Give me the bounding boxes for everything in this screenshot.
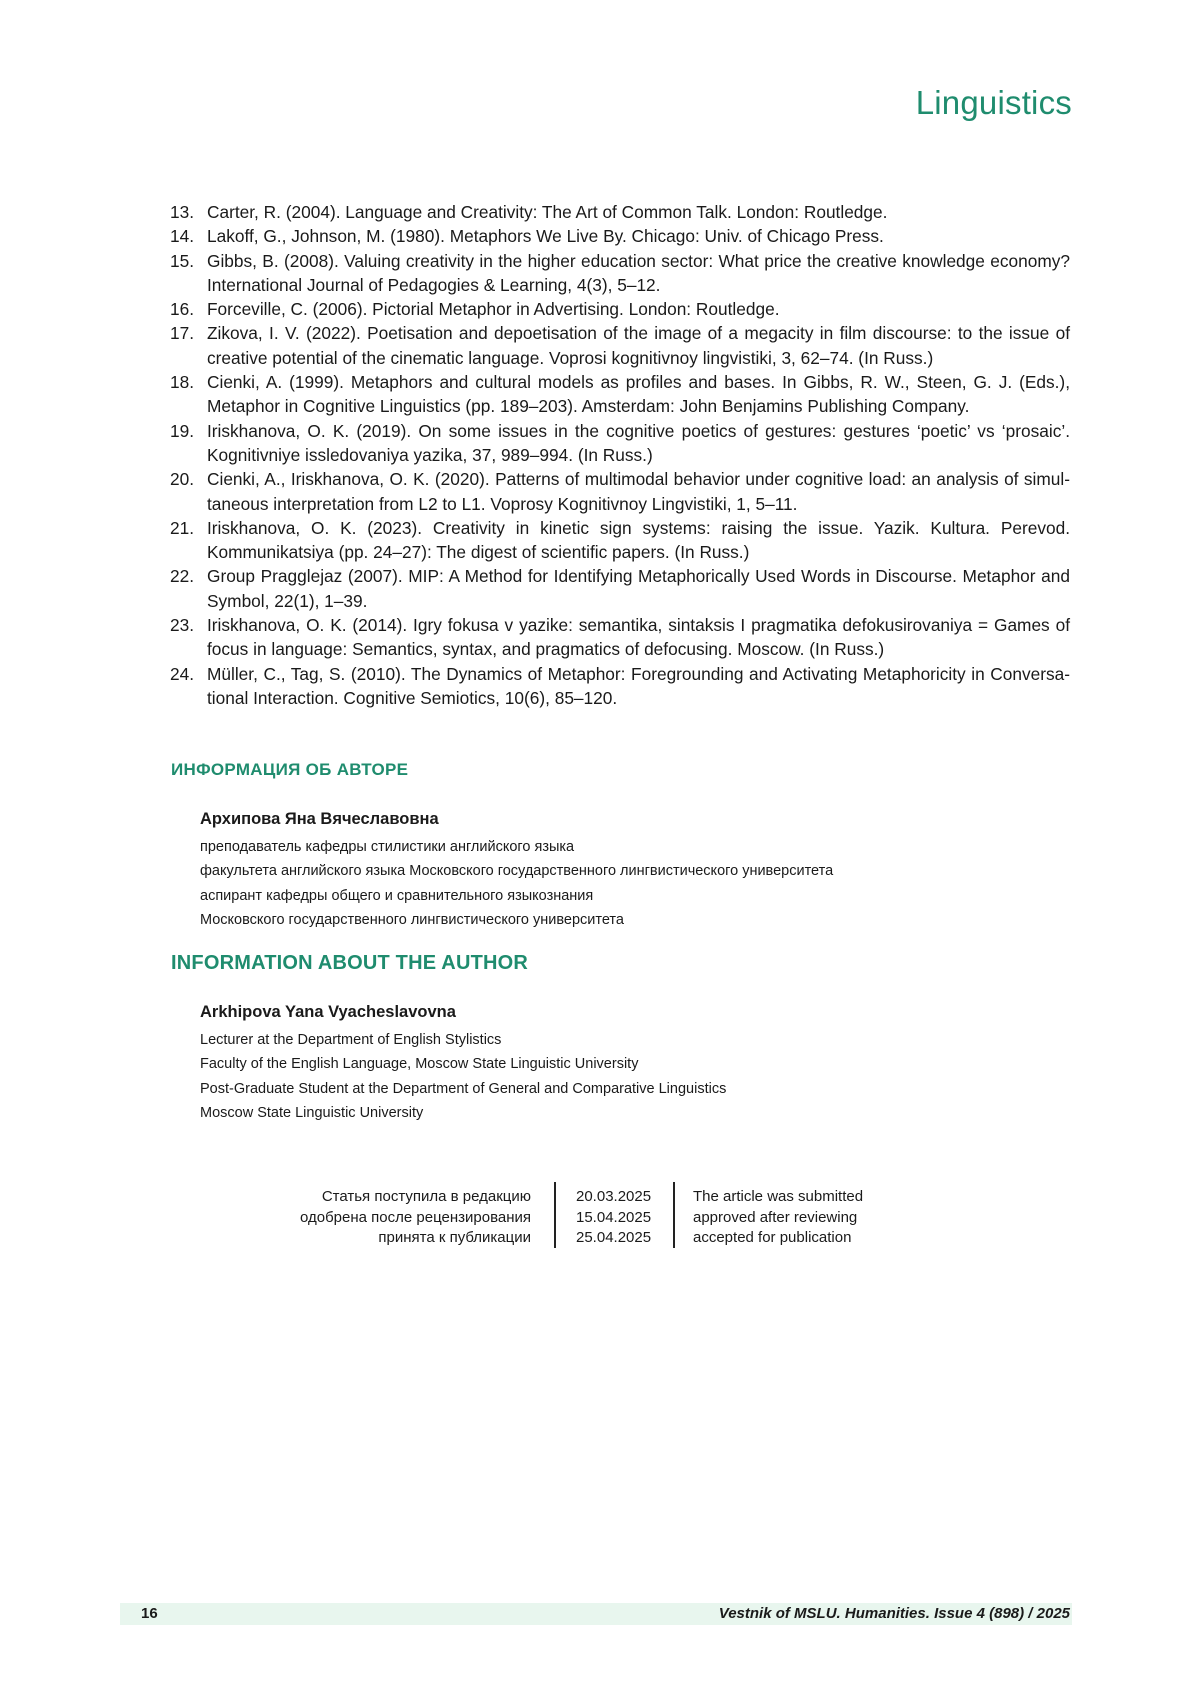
reference-item (170, 200, 1070, 224)
author-line: Moscow State Linguistic University (200, 1101, 726, 1125)
submission-label-en: The article was submitted (693, 1187, 863, 1208)
submission-date: 20.03.2025 (576, 1187, 651, 1208)
submission-labels-ru (300, 1187, 531, 1249)
author-line: факультета английского языка Московского государственного лингвистического университета (200, 859, 833, 883)
reference-text: Lakoff, G., Johnson, M. (1980). Metaphors We Live By. Chicago: Univ. of Chicago Press. (207, 226, 884, 246)
reference-number: 24. (170, 662, 194, 686)
reference-item (170, 321, 1070, 370)
author-line: Московского государственного лингвистического университета (200, 908, 833, 932)
reference-number: 14. (170, 224, 194, 248)
submission-label-en: accepted for publication (693, 1228, 863, 1249)
author-name-en: Arkhipova Yana Vyacheslavovna (200, 1000, 726, 1024)
reference-number: 21. (170, 516, 194, 540)
author-line: преподаватель кафедры стилистики английского языка (200, 835, 833, 859)
reference-item (170, 516, 1070, 565)
reference-item (170, 467, 1070, 516)
reference-text: Iriskhanova, O. K. (2014). Igry fokusa v yazike: semantika, sintaksis I pragmatika defokusirovaniya = Games of focus in language: Semantics, syntax, and pragmatics of defocusing. Moscow. (In Russ.) (207, 615, 1070, 659)
author-info-ru (200, 807, 833, 932)
author-info-en (200, 1000, 726, 1125)
submission-date: 25.04.2025 (576, 1228, 651, 1249)
reference-item (170, 370, 1070, 419)
submission-label-ru: принята к публикации (300, 1228, 531, 1249)
reference-number: 19. (170, 419, 194, 443)
reference-number: 23. (170, 613, 194, 637)
author-line: Faculty of the English Language, Moscow State Linguistic University (200, 1052, 726, 1076)
references-list (170, 200, 1070, 710)
column-divider (554, 1182, 556, 1248)
reference-text: Cienki, A., Iriskhanova, O. K. (2020). Patterns of multimodal behavior under cognitive load: an analysis of simul­taneous interpretation from L2 to L1. Voprosy Kognitivnoy Lingvistiki, 1, 5–11. (207, 469, 1070, 513)
reference-text: Carter, R. (2004). Language and Creativity: The Art of Common Talk. London: Routledge. (207, 202, 887, 222)
reference-number: 18. (170, 370, 194, 394)
reference-number: 20. (170, 467, 194, 491)
reference-item (170, 662, 1070, 711)
section-title: Linguistics (916, 84, 1072, 122)
reference-number: 22. (170, 564, 194, 588)
submission-label-en: approved after reviewing (693, 1208, 863, 1229)
reference-text: Forceville, C. (2006). Pictorial Metaphor in Advertising. London: Routledge. (207, 299, 780, 319)
author-info-heading-en: INFORMATION ABOUT THE AUTHOR (171, 952, 528, 975)
reference-item (170, 564, 1070, 613)
author-line: аспирант кафедры общего и сравнительного языкознания (200, 884, 833, 908)
column-divider (673, 1182, 675, 1248)
author-info-heading-ru: ИНФОРМАЦИЯ ОБ АВТОРЕ (171, 760, 408, 780)
reference-text: Cienki, A. (1999). Metaphors and cultural models as profiles and bases. In Gibbs, R. W., Steen, G. J. (Eds.), Metaphor in Cognitive Linguistics (pp. 189–203). Amsterdam: John Benjamins Publishing Company. (207, 372, 1070, 416)
submission-date: 15.04.2025 (576, 1208, 651, 1229)
page-number: 16 (141, 1605, 158, 1622)
reference-text: Zikova, I. V. (2022). Poetisation and depoetisation of the image of a megacity in film discourse: to the issue of creative potential of the cinematic language. Voprosi kognitivnoy lingvistiki, 3, 62–74. (In Russ.) (207, 323, 1070, 367)
reference-item (170, 249, 1070, 298)
reference-number: 17. (170, 321, 194, 345)
reference-text: Group Pragglejaz (2007). MIP: A Method for Identifying Metaphorically Used Words in Discourse. Metaphor and Symbol, 22(1), 1–39. (207, 566, 1070, 610)
submission-labels-en (693, 1187, 863, 1249)
reference-number: 15. (170, 249, 194, 273)
reference-text: Müller, C., Tag, S. (2010). The Dynamics of Metaphor: Foregrounding and Activating Metaphoricity in Conversa­tional Interaction. Cognitive Semiotics, 10(6), 85–120. (207, 664, 1070, 708)
reference-number: 16. (170, 297, 194, 321)
reference-text: Iriskhanova, O. K. (2019). On some issues in the cognitive poetics of gestures: gestures ‘poetic’ vs ‘prosaic’. Kogni­tivniye issledovaniya yazika, 37, 989–994. (In Russ.) (207, 421, 1070, 465)
submission-label-ru: одобрена после рецензирования (300, 1208, 531, 1229)
reference-item (170, 613, 1070, 662)
author-name-ru: Архипова Яна Вячеславовна (200, 807, 833, 831)
reference-text: Gibbs, B. (2008). Valuing creativity in the higher education sector: What price the creative knowledge economy? International Journal of Pedagogies & Learning, 4(3), 5–12. (207, 251, 1070, 295)
author-line: Lecturer at the Department of English Stylistics (200, 1028, 726, 1052)
submission-label-ru: Статья поступила в редакцию (300, 1187, 531, 1208)
reference-item (170, 297, 1070, 321)
reference-item (170, 419, 1070, 468)
reference-text: Iriskhanova, O. K. (2023). Creativity in kinetic sign systems: raising the issue. Yazik. Kultura. Perevod. Kommunikat­siya (pp. 24–27): The digest of scientific papers. (In Russ.) (207, 518, 1070, 562)
author-line: Post-Graduate Student at the Department of General and Comparative Linguistics (200, 1077, 726, 1101)
reference-number: 13. (170, 200, 194, 224)
journal-footer: Vestnik of MSLU. Humanities. Issue 4 (898) / 2025 (719, 1605, 1070, 1622)
reference-item (170, 224, 1070, 248)
submission-date-values (576, 1187, 651, 1249)
